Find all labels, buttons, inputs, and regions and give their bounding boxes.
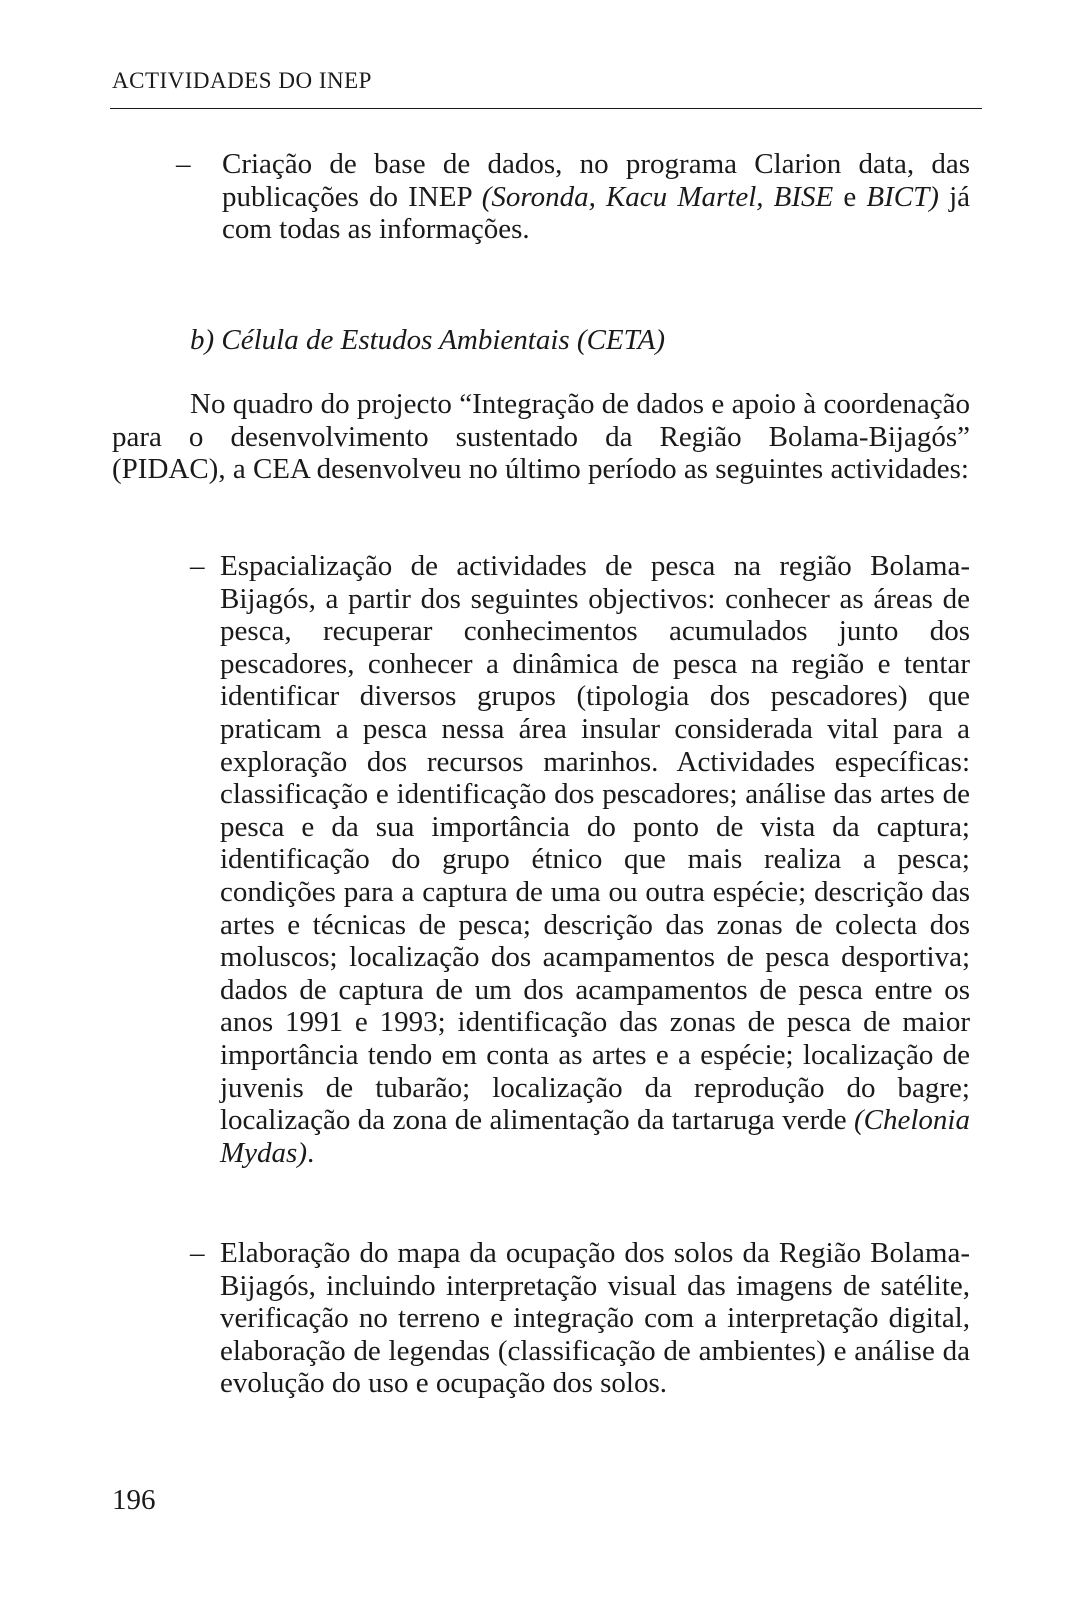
intro-paragraph: No quadro do projecto “Integração de dados e apoio à coordenação para o desenvolvimento sustentado da Região Bolama-Bijagós” (PIDAC), a CEA desenvolveu no último período as seguintes actividades: [112,388,970,486]
running-head: ACTIVIDADES DO INEP [112,68,372,93]
list-item-text: e [833,180,867,213]
publication-titles: (Soronda, Kacu Martel, BISE [481,180,834,213]
list-dash: – [190,550,205,582]
list-dash: – [190,1237,205,1269]
list-item-land-use-map: Elaboração do mapa da ocupação dos solos da Região Bolama-Bijagós, incluindo interpretação visual das imagens de satélite, verificação no terreno e integração com a interpretação digital, elaboração de legendas (classificação de ambientes) e análise da evolução do uso e ocupação dos solos. [220,1237,970,1400]
publication-title: BICT) [866,180,939,213]
list-item-text: Espacialização de actividades de pesca na região Bolama-Bijagós, a partir dos seguintes objectivos: conhecer as áreas de pesca, recuperar conhecimentos acumulados junto dos pescadores, conhecer a dinâmica de pesca na região e tentar identificar diversos grupos (tipologia dos pescadores) que praticam a pesca nessa área insular considerada vital para a exploração dos recursos marinhos. Actividades específicas: classificação e identificação dos pescadores; análise das artes de pesca e da sua importância do ponto de vista da captura; identificação do grupo étnico que mais realiza a pesca; condições para a captura de uma ou outra espécie; descrição das artes e técnicas de pesca; descrição das zonas de colecta dos moluscos; localização dos acampamentos de pesca desportiva; dados de captura de um dos acampamentos de pesca entre os anos 1991 e 1993; identificação das zonas de pesca de maior importância tendo em conta as artes e a espécie; localização de juvenis de tubarão; localização da reprodução do bagre; localização da zona de alimentação da tartaruga verde [220,550,970,1137]
page-number: 196 [112,1484,156,1516]
species-name: (Chelonia Mydas) [220,1104,970,1169]
list-item-text: já com todas as informações. [222,180,970,246]
header-rule [110,108,982,109]
list-dash: – [176,148,191,180]
list-item-text: . [306,1136,315,1169]
list-item-text: Criação de base de dados, no programa Clarion data, das publicações do INEP [222,148,970,213]
section-heading: b) Célula de Estudos Ambientais (CETA) [190,324,665,356]
list-item-fishing [220,550,970,1169]
list-item-database [222,148,970,246]
